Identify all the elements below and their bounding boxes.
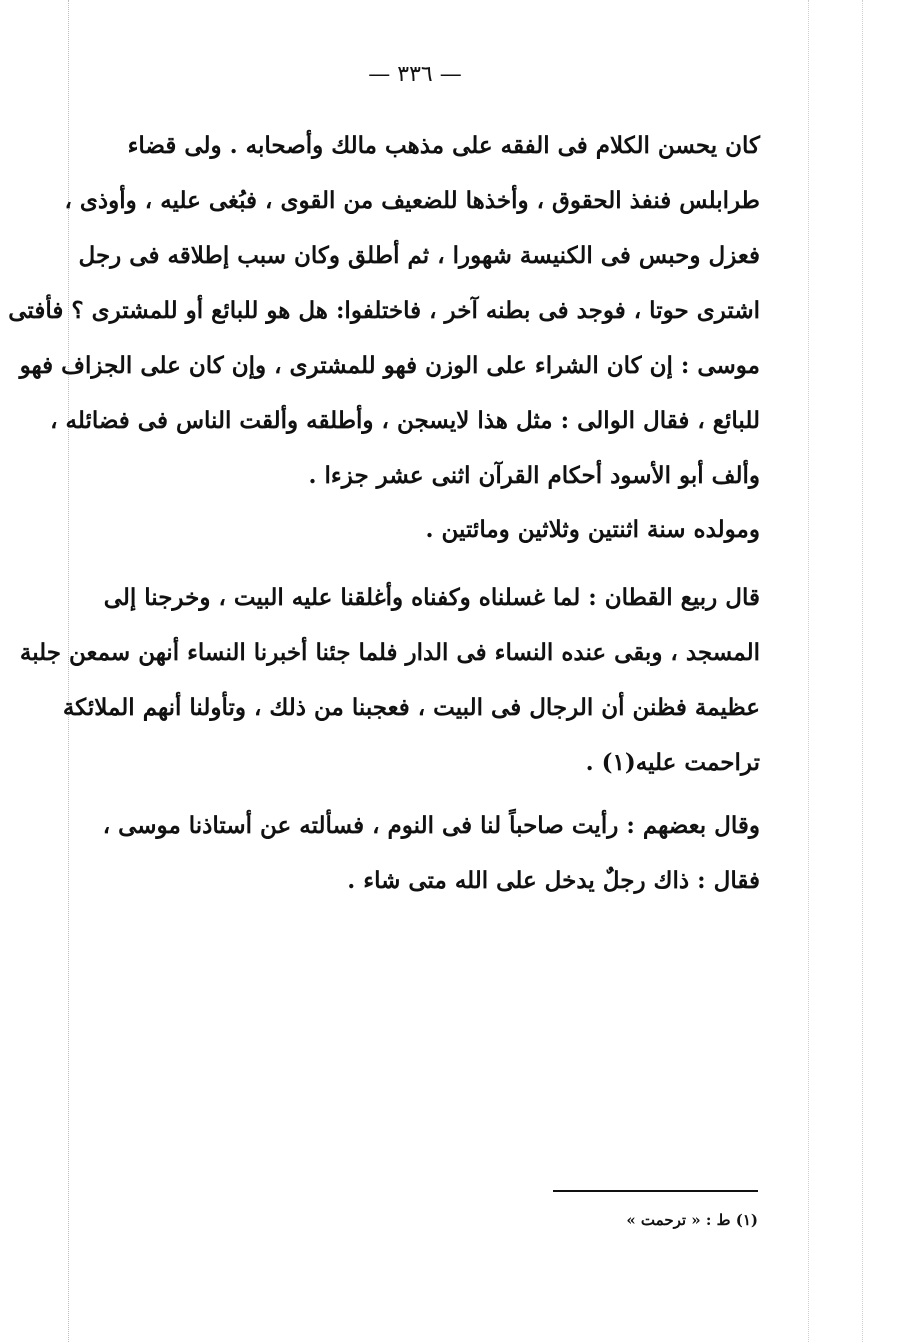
paragraph-rabi-al-qattan	[19, 570, 760, 790]
text-line: للبائع ، فقال الوالى : مثل هذا لايسجن ، وأطلقه وألقت الناس فى فضائله ،	[50, 407, 760, 434]
footnote: (١) ط : « ترحمت »	[626, 1211, 758, 1229]
text-line: فقال : ذاك رجلٌ يدخل على الله متى شاء .	[347, 867, 760, 894]
text-line: فعزل وحبس فى الكنيسة شهورا ، ثم أطلق وكان سبب إطلاقه فى رجل	[78, 242, 760, 269]
scan-guide-line	[808, 0, 809, 1342]
text-line: عظيمة فظنن أن الرجال فى البيت ، فعجبنا من ذلك ، وتأولنا أنهم الملائكة	[62, 694, 760, 721]
text-line: طرابلس فنفذ الحقوق ، وأخذها للضعيف من القوى ، فبُغى عليه ، وأوذى ،	[64, 187, 760, 214]
paragraph-biography	[8, 118, 760, 503]
text-line: اشترى حوتا ، فوجد فى بطنه آخر ، فاختلفوا: هل هو للبائع أو للمشترى ؟ فأفتى	[8, 297, 760, 324]
paragraph-birth	[84, 502, 760, 557]
text-line: وقال بعضهم : رأيت صاحباً لنا فى النوم ، فسألته عن أستاذنا موسى ،	[102, 812, 760, 839]
text-line: تراحمت عليه(١) .	[585, 749, 760, 776]
text-line: موسى : إن كان الشراء على الوزن فهو للمشترى ، وإن كان على الجزاف فهو	[19, 352, 760, 379]
scan-guide-line	[862, 0, 863, 1342]
paragraph-dream	[84, 798, 760, 908]
footnote-rule	[553, 1190, 758, 1192]
text-line: المسجد ، وبقى عنده النساء فى الدار فلما جئنا أخبرنا النساء أنهن سمعن جلبة	[19, 639, 760, 666]
text-line: ومولده سنة اثنتين وثلاثين ومائتين .	[425, 516, 760, 543]
page-number: — ٣٣٦ —	[368, 62, 462, 87]
text-line: وألف أبو الأسود أحكام القرآن اثنى عشر جزءا .	[308, 462, 760, 489]
text-line: كان يحسن الكلام فى الفقه على مذهب مالك وأصحابه . ولى قضاء	[127, 132, 760, 159]
text-line: قال ربيع القطان : لما غسلناه وكفناه وأغلقنا عليه البيت ، وخرجنا إلى	[103, 584, 760, 611]
